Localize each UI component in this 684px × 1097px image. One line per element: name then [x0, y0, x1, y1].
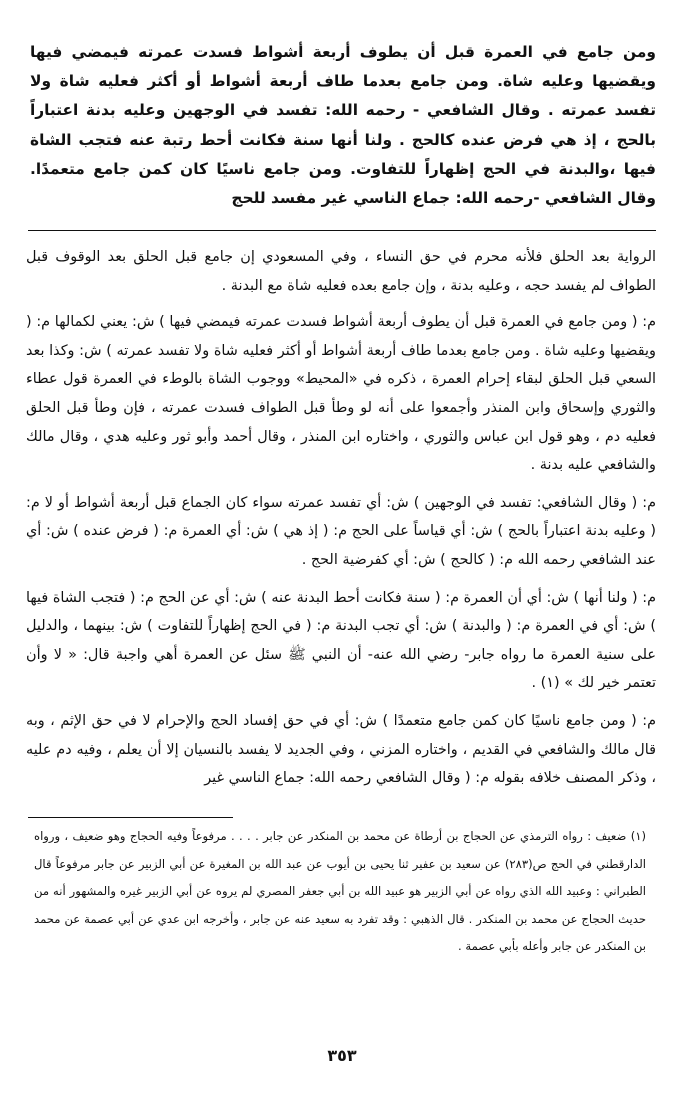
footnote-divider: [28, 817, 233, 818]
footnote-text: (١) ضعيف : رواه الترمذي عن الحجاج بن أرطاة عن محمد بن المنكدر عن جابر . . . . مرفوعاً وفيه الحجاج وهو ضعيف ، ورواه الدارقطني في الحج ص(٢٨٣) عن سعيد بن عفير ثنا يحيى بن أيوب عن عبد الله بن المغيرة عن أبي الزبير عن جابر مرفوعاً قال الطبراني : وعبيد الله الذي رواه عن أبي الزبير هو عبيد الله بن أبي جعفر المصري لم يروه عن أبي الزبير غيره والمشهور أنه من حديث الحجاج عن محمد بن المنكدر . قال الذهبي : وقد تفرد به سعيد عنه عن جابر ، وأخرجه ابن عدي عن أبي عصمة عن محمد بن المنكدر عن جابر وأعله بأبي عصمة .: [34, 829, 646, 954]
commentary-paragraph: م: ( ومن جامع في العمرة قبل أن يطوف أربعة أشواط فسدت عمرته فيمضي فيها ) ش: يعني لكمالها م: ( ويقضيها وعليه شاة . ومن جامع بعدما طاف أربعة أشواط أو أكثر فعليه شاة ولا تفسد عمرته ) ش: وكذا بعد السعي قبل الحلق لبقاء إحرام العمرة ، ذكره في «المحيط» ووجوب الشاة بالوطء في العمرة قول عطاء والثوري وإسحاق وابن المنذر وأجمعوا على أنه لو وطأ قبل الطواف فسدت عمرته ، فإن وطأ قبل الحلق فعليه دم ، وهو قول ابن عباس والثوري ، واختاره ابن المنذر ، وقال أحمد وأبو ثور وعليه هدي ، وقال مالك والشافعي عليه بدنة .: [26, 314, 656, 474]
commentary-intro: الرواية بعد الحلق فلأنه محرم في حق النساء ، وفي المسعودي إن جامع قبل الحلق بعد الوقوف قبل الطواف لم يفسد حجه ، وعليه بدنة ، وإن جامع بعده فعليه شاة مع البدنة .: [26, 249, 656, 294]
section-divider: [28, 230, 656, 231]
page-number: ٣٥٣: [327, 1046, 357, 1065]
main-text-block: [30, 38, 656, 213]
commentary-paragraph: م: ( ولنا أنها ) ش: أي أن العمرة م: ( سنة فكانت أحط البدنة عنه ) ش: أي عن الحج م: ( فتجب الشاة فيها ) ش: أي في العمرة م: ( والبدنة ) ش: أي تجب البدنة م: ( في الحج إظهاراً للتفاوت ) ش: بينهما ، والدليل على سنية العمرة ما رواه جابر- رضي الله عنه- أن النبي ﷺ سئل عن العمرة أهي واجبة قال: « لا وأن تعتمر خير لك » (١) .: [26, 589, 656, 692]
commentary-paragraph: م: ( وقال الشافعي: تفسد في الوجهين ) ش: أي تفسد عمرته سواء كان الجماع قبل أربعة أشواط أو لا م: ( وعليه بدنة اعتباراً بالحج ) ش: أي قياساً على الحج م: ( إذ هي ) ش: أي العمرة م: ( فرض عنده ) ش: أي عند الشافعي رحمه الله م: ( كالحج ) ش: أي كفرضية الحج .: [26, 494, 656, 568]
footnote-block: [34, 823, 646, 961]
main-text: ومن جامع في العمرة قبل أن يطوف أربعة أشواط فسدت عمرته فيمضي فيها ويقضيها وعليه شاة. ومن جامع بعدما طاف أربعة أشواط أو أكثر فعليه شاة ولا تفسد عمرته . وقال الشافعي - رحمه الله: تفسد في الوجهين وعليه بدنة اعتباراً بالحج ، إذ هي فرض عنده كالحج . ولنا أنها سنة فكانت أحط رتبة عنه فتجب الشاة فيها ،والبدنة في الحج إظهاراً للتفاوت. ومن جامع ناسيًا كان كمن جامع متعمدًا. وقال الشافعي -رحمه الله: جماع الناسي غير مفسد للحج: [30, 43, 656, 208]
commentary-block: [26, 243, 656, 802]
commentary-paragraph: م: ( ومن جامع ناسيًا كان كمن جامع متعمدًا ) ش: أي في حق إفساد الحج والإحرام لا في حق الإثم ، وبه قال مالك والشافعي في القديم ، واختاره المزني ، وفي الجديد لا يفسد بالنسيان إلا أن يعلم ، وفيه دم عليه ، وذكر المصنف خلافه بقوله م: ( وقال الشافعي رحمه الله: جماع الناسي غير: [26, 712, 656, 787]
